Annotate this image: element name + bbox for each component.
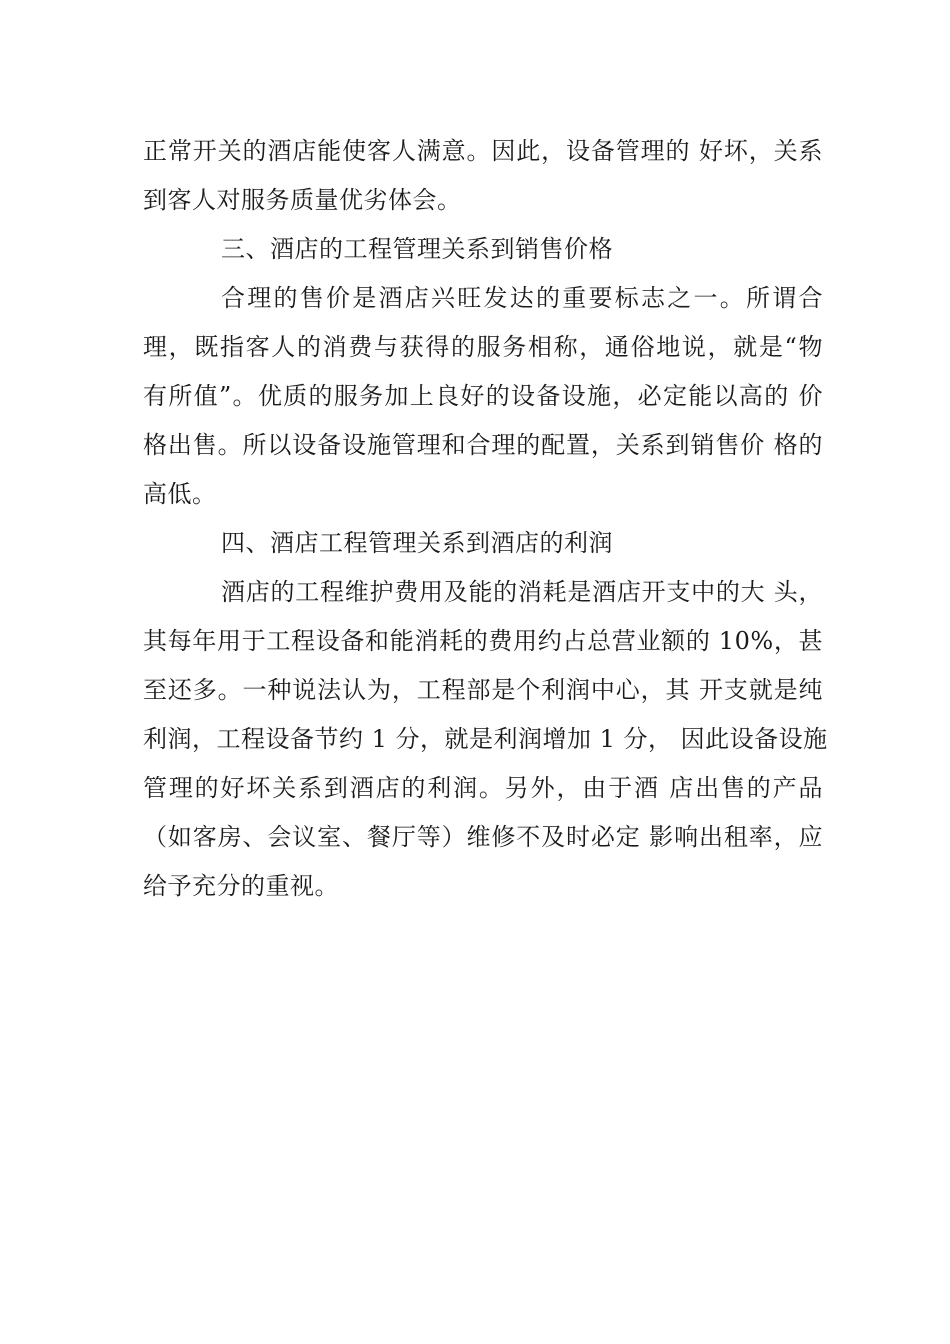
section-heading: 三、酒店的工程管理关系到销售价格 <box>221 235 613 263</box>
paragraph-line: 合理的售价是酒店兴旺发达的重要标志之一。所谓合 <box>221 284 823 312</box>
section-heading: 四、酒店工程管理关系到酒店的利润 <box>221 529 613 557</box>
paragraph-line: 格出售。所以设备设施管理和合理的配置，关系到销售价 格的 <box>143 431 823 459</box>
paragraph-line: 高低。 <box>143 480 217 508</box>
paragraph-line: 其每年用于工程设备和能消耗的费用约占总营业额的 10%，甚 <box>143 627 823 655</box>
paragraph-line: 理，既指客人的消费与获得的服务相称，通俗地说，就是“物 <box>143 333 823 361</box>
paragraph-line: （如客房、会议室、餐厅等）维修不及时必定 影响出租率，应 <box>143 823 823 851</box>
paragraph-line: 管理的好坏关系到酒店的利润。另外，由于酒 店出售的产品 <box>143 774 823 802</box>
paragraph-line: 正常开关的酒店能使客人满意。因此，设备管理的 好坏，关系 <box>143 137 823 165</box>
document-body <box>143 127 828 911</box>
paragraph-line: 至还多。一种说法认为，工程部是个利润中心，其 开支就是纯 <box>143 676 823 704</box>
paragraph-line: 有所值”。优质的服务加上良好的设备设施，必定能以高的 价 <box>143 382 823 410</box>
paragraph-line: 酒店的工程维护费用及能的消耗是酒店开支中的大 头， <box>221 578 823 606</box>
paragraph-line: 到客人对服务质量优劣体会。 <box>143 186 462 214</box>
paragraph-line: 利润，工程设备节约 1 分，就是利润增加 1 分， 因此设备设施 <box>143 725 828 753</box>
paragraph-line: 给予充分的重视。 <box>143 872 339 900</box>
